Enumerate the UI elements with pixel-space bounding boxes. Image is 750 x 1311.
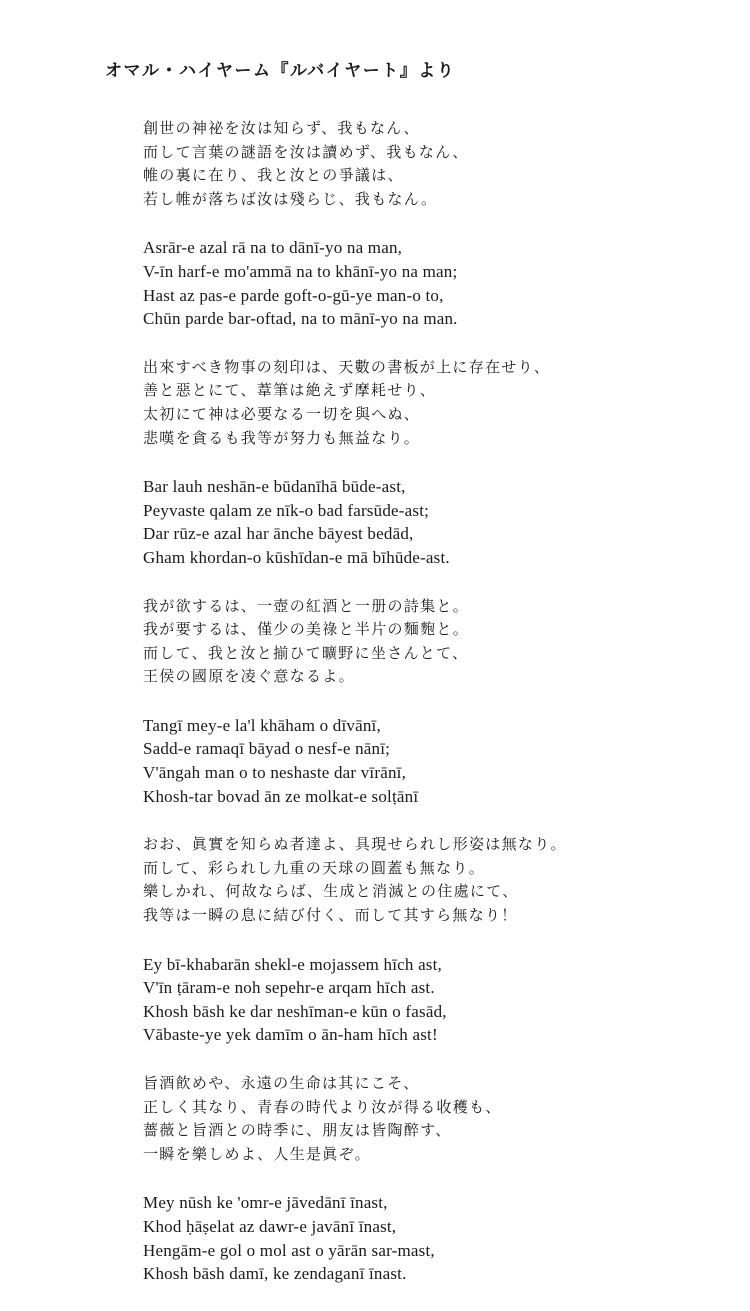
poem-line: 而して言葉の謎語を汝は讀めず、我もなん、 — [143, 142, 469, 161]
poem-line: 帷の裏に在り、我と汝との爭議は、 — [143, 166, 404, 185]
poem-line: Hengām-e gol o mol ast o yārān sar-mast, — [143, 1240, 435, 1260]
poem-line: 若し帷が落ちば汝は殘らじ、我もなん。 — [143, 189, 438, 208]
poem-line: Ey bī-khabarān shekl-e mojassem hīch ast, — [143, 954, 443, 974]
poem-line: 旨酒飮めや、永遠の生命は其にこそ、 — [143, 1074, 420, 1092]
poem-line: 我が要するは、僅少の美祿と半片の麵麭と。 — [143, 620, 470, 639]
poem-line: 我が欲するは、一壺の紅酒と一册の詩集と。 — [143, 596, 470, 615]
poem-line: Khosh-tar bovad ān ze molkat-e solṭānī — [143, 786, 419, 806]
poem-line: 樂しかれ、何故ならば、生成と消滅との住處にて、 — [143, 882, 519, 901]
poem-line: Khod ḥāṣelat az dawr-e javānī īnast, — [143, 1216, 397, 1236]
poem-line: 悲嘆を貪るも我等が努力も無益なり。 — [143, 428, 421, 447]
stanza-japanese — [143, 833, 743, 927]
poem-line: Vābaste-ye yek damīm o ān-ham hīch ast! — [143, 1025, 438, 1045]
poem-line: 創世の神祕を汝は知らず、我もなん、 — [143, 119, 420, 137]
poem-line: Khosh bāsh ke dar neshīman-e kūn o fasād, — [143, 1001, 447, 1021]
poem-line: 而して、彩られし九重の天球の圓蓋も無なり。 — [143, 858, 486, 877]
stanza-transliteration — [143, 953, 743, 1047]
poem-line: Hast az pas-e parde goft-o-gū-ye man-o to, — [143, 285, 444, 305]
poem-line: 一瞬を樂しめよ、人生是眞ぞ。 — [143, 1144, 371, 1163]
poem-line: Mey nūsh ke 'omr-e jāvedānī īnast, — [143, 1193, 388, 1213]
stanza-transliteration — [143, 236, 743, 330]
poem-line: 出來すべき物事の刻印は、天數の書板が上に存在せり、 — [143, 357, 551, 376]
page-title: オマル・ハイヤーム『ルバイヤート』より — [105, 61, 456, 81]
poem-line: Sadd-e ramaqī bāyad o nesf-e nānī; — [143, 739, 391, 759]
stanza-transliteration — [143, 1191, 743, 1285]
poem-line: Peyvaste qalam ze nīk-o bad farsūde-ast; — [143, 500, 430, 520]
stanza-transliteration — [143, 475, 743, 569]
stanza-japanese — [143, 356, 743, 450]
poem-line: おお、眞實を知らぬ者達よ、具現せられし形姿は無なり。 — [143, 835, 567, 854]
stanza-transliteration — [143, 714, 743, 808]
stanza-japanese — [143, 595, 743, 689]
poem-line: V'āngah man o to neshaste dar vīrānī, — [143, 763, 407, 783]
poem-line: Khosh bāsh damī, ke zendaganī īnast. — [143, 1264, 407, 1284]
poem-line: V'īn ṭāram-e noh sepehr-e arqam hīch ast. — [143, 978, 435, 998]
poem-line: 王侯の國原を凌ぐ意なるよ。 — [143, 667, 355, 686]
poem-line: Chūn parde bar-oftad, na to mānī-yo na man. — [143, 309, 458, 329]
poem-line: 正しく其なり、青春の時代より汝が得る收穫も、 — [143, 1097, 502, 1116]
poem-line: 善と惡とにて、葦筆は絶えず摩耗せり、 — [143, 381, 437, 400]
poem-line: Tangī mey-e la'l khāham o dīvānī, — [143, 715, 381, 735]
poem-line: Gham khordan-o kūshīdan-e mā bīhūde-ast. — [143, 547, 450, 567]
poem-line: Dar rūz-e azal har ānche bāyest bedād, — [143, 524, 414, 544]
poem-line: V-īn harf-e mo'ammā na to khānī-yo na man; — [143, 261, 458, 281]
poem-line: 太初にて神は必要なる一切を與へぬ、 — [143, 404, 421, 423]
stanza-japanese — [143, 1072, 743, 1166]
poem-line: 而して、我と汝と揃ひて曠野に坐さんとて、 — [143, 643, 469, 662]
poem-body — [143, 117, 743, 1311]
stanza-japanese — [143, 117, 743, 211]
poem-line: Asrār-e azal rā na to dānī-yo na man, — [143, 238, 403, 258]
poem-line: 我等は一瞬の息に結び付く、而して其すら無なり！ — [143, 906, 518, 925]
poem-line: 薔薇と旨酒との時季に、朋友は皆陶醉す、 — [143, 1121, 452, 1140]
poem-line: Bar lauh neshān-e būdanīhā būde-ast, — [143, 477, 406, 497]
